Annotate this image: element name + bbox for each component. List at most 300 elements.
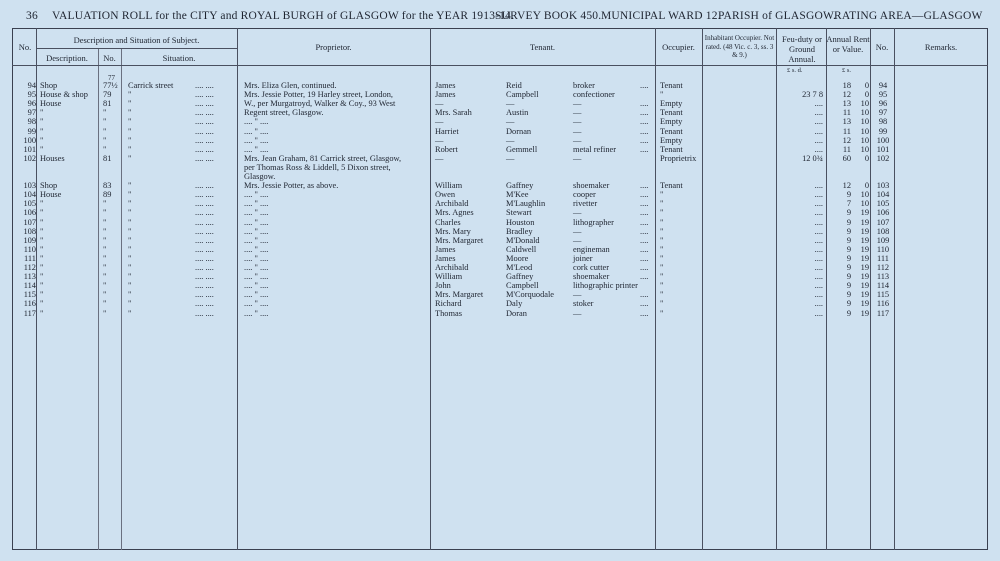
row-rent-pounds: 12 bbox=[842, 135, 851, 145]
row-occupation-dots: .... bbox=[640, 217, 649, 227]
row-subject-no: " bbox=[103, 263, 107, 272]
row-rent-pounds: 9 bbox=[846, 226, 851, 236]
row-number-right: 101 bbox=[876, 144, 890, 154]
row-feu-duty: .... bbox=[814, 99, 823, 109]
row-tenant-first: Archibald bbox=[435, 199, 469, 209]
row-occupation-dots: .... bbox=[640, 235, 649, 245]
row-occupation-dots: .... bbox=[640, 299, 649, 309]
row-proprietor: .... " .... bbox=[244, 217, 269, 227]
row-subject-no: " bbox=[103, 208, 107, 218]
row-tenant-first: James bbox=[435, 81, 456, 90]
row-number: 115 bbox=[23, 290, 36, 300]
row-occupier: Proprietrix bbox=[660, 153, 697, 163]
row-occupier: Tenant bbox=[660, 126, 683, 136]
row-subject-no: 77½ bbox=[103, 81, 118, 90]
row-description: Shop bbox=[40, 81, 58, 90]
row-rent-pounds: 9 bbox=[846, 217, 851, 227]
row-occupier: " bbox=[660, 217, 664, 227]
row-occupier: " bbox=[660, 226, 664, 236]
row-tenant-surname: Stewart bbox=[506, 208, 532, 218]
row-rent-pounds: 9 bbox=[846, 299, 851, 309]
row-tenant-first: — bbox=[435, 135, 444, 145]
row-number-right: 111 bbox=[877, 253, 889, 263]
row-number: 104 bbox=[23, 190, 36, 200]
row-feu-duty: .... bbox=[814, 272, 823, 282]
row-proprietor: .... " .... bbox=[244, 117, 269, 127]
row-tenant-occupation: engineman bbox=[573, 244, 610, 254]
row-rent-shillings: 10 bbox=[860, 117, 869, 127]
row-subject-no: 89 bbox=[103, 190, 112, 200]
row-feu-duty: .... bbox=[814, 281, 823, 291]
row-tenant-surname: Gaffney bbox=[506, 272, 534, 282]
header-no-right: No. bbox=[875, 42, 889, 52]
row-subject-no: " bbox=[103, 108, 107, 118]
row-situation-dots: .... .... bbox=[195, 263, 214, 272]
row-rent-shillings: 0 bbox=[864, 153, 869, 163]
row-number: 106 bbox=[23, 208, 36, 218]
row-tenant-surname: Gaffney bbox=[506, 181, 534, 191]
row-subject-no: " bbox=[103, 253, 107, 263]
row-proprietor: Mrs. Eliza Glen, continued. bbox=[244, 81, 337, 90]
row-occupier: Tenant bbox=[660, 144, 683, 154]
row-proprietor: .... " .... bbox=[244, 144, 269, 154]
row-occupier: " bbox=[660, 90, 664, 100]
row-tenant-occupation: lithographic printer bbox=[573, 281, 638, 291]
row-tenant-first: Mrs. Sarah bbox=[435, 108, 472, 118]
row-description: " bbox=[40, 226, 44, 236]
row-number-right: 99 bbox=[878, 126, 888, 136]
row-tenant-first: Harriet bbox=[435, 126, 459, 136]
row-occupier: Tenant bbox=[660, 81, 683, 90]
row-number-right: 98 bbox=[878, 117, 888, 127]
row-subject-no: 79 bbox=[103, 90, 112, 100]
row-rent-shillings: 19 bbox=[860, 308, 869, 318]
row-feu-duty: .... bbox=[814, 244, 823, 254]
row-situation-dots: .... .... bbox=[195, 299, 214, 309]
row-feu-duty: .... bbox=[814, 144, 823, 154]
row-proprietor: .... " .... bbox=[244, 299, 269, 309]
row-tenant-surname: Austin bbox=[506, 108, 529, 118]
header-occupier: Occupier. bbox=[662, 42, 695, 52]
row-feu-duty: .... bbox=[814, 263, 823, 272]
row-description: " bbox=[40, 290, 44, 300]
row-situation: " bbox=[128, 153, 132, 163]
header-subject-no: No. bbox=[103, 53, 116, 63]
row-number-right: 117 bbox=[876, 308, 890, 318]
row-description: " bbox=[40, 208, 44, 218]
row-number: 103 bbox=[23, 181, 36, 191]
row-feu-duty: .... bbox=[814, 108, 823, 118]
row-rent-pounds: 13 bbox=[842, 99, 851, 109]
row-rent-pounds: 9 bbox=[846, 235, 851, 245]
row-occupier: Tenant bbox=[660, 108, 683, 118]
row-number: 94 bbox=[27, 81, 36, 90]
row-number: 114 bbox=[23, 281, 36, 291]
row-rent-pounds: 9 bbox=[846, 281, 851, 291]
row-rent-shillings: 19 bbox=[860, 272, 869, 282]
row-situation: " bbox=[128, 135, 132, 145]
row-tenant-occupation: — bbox=[573, 235, 582, 245]
row-situation-dots: .... .... bbox=[195, 190, 214, 200]
row-occupation-dots: .... bbox=[640, 272, 649, 282]
row-feu-duty: .... bbox=[814, 299, 823, 309]
row-proprietor: .... " .... bbox=[244, 308, 269, 318]
row-description: " bbox=[40, 253, 44, 263]
row-situation: " bbox=[128, 272, 132, 282]
row-tenant-surname: M'Corquodale bbox=[506, 290, 555, 300]
row-proprietor: .... " .... bbox=[244, 226, 269, 236]
row-situation: " bbox=[128, 217, 132, 227]
row-occupation-dots: .... bbox=[640, 144, 649, 154]
row-rent-shillings: 0 bbox=[864, 181, 869, 191]
row-tenant-first: Archibald bbox=[435, 263, 469, 272]
row-tenant-first: James bbox=[435, 253, 456, 263]
row-rent-shillings: 0 bbox=[864, 90, 869, 100]
row-tenant-surname: M'Kee bbox=[506, 190, 529, 200]
row-number: 102 bbox=[23, 153, 36, 163]
feu-units: £ s. d. bbox=[787, 67, 803, 74]
row-rent-pounds: 7 bbox=[846, 199, 851, 209]
row-tenant-occupation: — bbox=[573, 135, 582, 145]
row-proprietor: Mrs. Jessie Potter, 19 Harley street, London, bbox=[244, 90, 393, 100]
row-subject-no: " bbox=[103, 117, 107, 127]
row-description: " bbox=[40, 308, 44, 318]
row-rent-shillings: 0 bbox=[864, 81, 869, 90]
row-subject-no: " bbox=[103, 290, 107, 300]
row-tenant-occupation: — bbox=[573, 226, 582, 236]
row-tenant-first: John bbox=[435, 281, 451, 291]
row-rent-shillings: 19 bbox=[860, 235, 869, 245]
row-occupier: " bbox=[660, 253, 664, 263]
row-occupier: " bbox=[660, 199, 664, 209]
row-rent-pounds: 9 bbox=[846, 244, 851, 254]
row-situation-dots: .... .... bbox=[195, 281, 214, 291]
row-tenant-surname: M'Laughlin bbox=[506, 199, 546, 209]
row-occupier: " bbox=[660, 235, 664, 245]
row-number-right: 95 bbox=[878, 90, 888, 100]
row-subject-no: " bbox=[103, 126, 107, 136]
row-rent-shillings: 10 bbox=[860, 99, 869, 109]
row-subject-no: " bbox=[103, 272, 107, 282]
row-tenant-occupation: metal refiner bbox=[573, 144, 617, 154]
row-occupation-dots: .... bbox=[640, 253, 649, 263]
row-occupation-dots: .... bbox=[640, 99, 649, 109]
row-proprietor: Regent street, Glasgow. bbox=[244, 108, 324, 118]
header-feu-duty: Feu-duty or Ground Annual. bbox=[782, 34, 822, 64]
row-situation: " bbox=[128, 190, 132, 200]
row-tenant-occupation: — bbox=[573, 290, 582, 300]
header-situation: Situation. bbox=[162, 53, 196, 63]
header-description-situation: Description and Situation of Subject. bbox=[73, 35, 200, 45]
row-rent-pounds: 13 bbox=[842, 117, 851, 127]
row-tenant-first: — bbox=[435, 99, 444, 109]
row-rent-shillings: 19 bbox=[860, 263, 869, 272]
header-description: Description. bbox=[46, 53, 88, 63]
row-tenant-surname: Daly bbox=[506, 299, 523, 309]
municipal-ward: MUNICIPAL WARD 12. bbox=[601, 10, 721, 22]
row-tenant-occupation: — bbox=[573, 99, 582, 109]
row-proprietor: .... " .... bbox=[244, 244, 269, 254]
row-rent-shillings: 19 bbox=[860, 244, 869, 254]
row-rent-pounds: 9 bbox=[846, 263, 851, 272]
row-occupation-dots: .... bbox=[640, 181, 649, 191]
row-rent-pounds: 60 bbox=[842, 153, 851, 163]
row-rent-shillings: 19 bbox=[860, 253, 869, 263]
row-tenant-surname: Campbell bbox=[506, 90, 539, 100]
row-number: 101 bbox=[23, 144, 36, 154]
row-subject-no: " bbox=[103, 217, 107, 227]
row-situation-dots: .... .... bbox=[195, 108, 214, 118]
row-description: Houses bbox=[40, 153, 65, 163]
row-number-right: 112 bbox=[876, 263, 890, 272]
row-tenant-occupation: cork cutter bbox=[573, 263, 610, 272]
row-subject-no: " bbox=[103, 299, 107, 309]
row-proprietor: Mrs. Jean Graham, 81 Carrick street, Glasgow, bbox=[244, 153, 402, 163]
row-proprietor: .... " .... bbox=[244, 272, 269, 282]
row-rent-pounds: 11 bbox=[842, 108, 851, 118]
row-feu-duty: .... bbox=[814, 253, 823, 263]
row-tenant-occupation: — bbox=[573, 153, 582, 163]
row-number: 98 bbox=[27, 117, 36, 127]
row-tenant-surname: Gemmell bbox=[506, 144, 538, 154]
row-tenant-first: Mrs. Mary bbox=[435, 226, 471, 236]
row-tenant-occupation: — bbox=[573, 126, 582, 136]
row-occupation-dots: .... bbox=[640, 226, 649, 236]
row-description: " bbox=[40, 272, 44, 282]
row-number: 110 bbox=[23, 244, 36, 254]
row-number: 96 bbox=[27, 99, 36, 109]
row-occupation-dots: .... bbox=[640, 108, 649, 118]
table-row bbox=[0, 309, 1000, 319]
row-number-right: 103 bbox=[876, 181, 890, 191]
row-situation-dots: .... .... bbox=[195, 235, 214, 245]
row-description: " bbox=[40, 126, 44, 136]
header-annual-rent: Annual Rent or Value. bbox=[826, 34, 870, 54]
row-number: 107 bbox=[23, 217, 36, 227]
row-occupier: " bbox=[660, 308, 664, 318]
row-proprietor: Glasgow. bbox=[244, 172, 276, 181]
row-occupier: Empty bbox=[660, 135, 683, 145]
row-number-right: 109 bbox=[876, 235, 890, 245]
row-situation: " bbox=[128, 199, 132, 209]
row-number: 100 bbox=[23, 135, 36, 145]
row-proprietor: .... " .... bbox=[244, 290, 269, 300]
row-rent-pounds: 9 bbox=[846, 272, 851, 282]
row-situation-dots: .... .... bbox=[195, 181, 214, 191]
row-tenant-surname: M'Leod bbox=[506, 263, 533, 272]
row-proprietor: .... " .... bbox=[244, 263, 269, 272]
row-proprietor: .... " .... bbox=[244, 190, 269, 200]
row-feu-duty: .... bbox=[814, 135, 823, 145]
row-situation-dots: .... .... bbox=[195, 253, 214, 263]
row-tenant-occupation: lithographer bbox=[573, 217, 614, 227]
row-number: 105 bbox=[23, 199, 36, 209]
row-situation: " bbox=[128, 244, 132, 254]
rent-units: £ s. bbox=[842, 67, 852, 74]
row-occupier: " bbox=[660, 244, 664, 254]
row-rent-pounds: 9 bbox=[846, 253, 851, 263]
row-feu-duty: .... bbox=[814, 235, 823, 245]
row-description: " bbox=[40, 281, 44, 291]
row-rent-shillings: 10 bbox=[860, 108, 869, 118]
row-subject-no: 83 bbox=[103, 181, 112, 191]
row-tenant-first: William bbox=[435, 272, 463, 282]
row-tenant-occupation: stoker bbox=[573, 299, 594, 309]
row-description: " bbox=[40, 299, 44, 309]
row-situation-dots: .... .... bbox=[195, 135, 214, 145]
row-occupier: Empty bbox=[660, 117, 683, 127]
row-situation: " bbox=[128, 290, 132, 300]
row-situation-dots: .... .... bbox=[195, 126, 214, 136]
row-tenant-surname: Reid bbox=[506, 81, 522, 90]
row-feu-duty: .... bbox=[814, 290, 823, 300]
row-situation: " bbox=[128, 108, 132, 118]
row-tenant-occupation: — bbox=[573, 117, 582, 127]
row-number-right: 94 bbox=[878, 81, 888, 90]
row-occupation-dots: .... bbox=[640, 290, 649, 300]
row-number: 108 bbox=[23, 226, 36, 236]
roll-title: VALUATION ROLL for the CITY and ROYAL BURGH of GLASGOW for the YEAR 1913-14. bbox=[52, 10, 515, 22]
row-rent-shillings: 19 bbox=[860, 226, 869, 236]
header-inhabitant-occupier: Inhabitant Occupier. Not rated. (48 Vic. c. 3, ss. 3 & 9.) bbox=[704, 34, 775, 59]
row-tenant-surname: Caldwell bbox=[506, 244, 537, 254]
row-occupier: " bbox=[660, 290, 664, 300]
row-subject-no: " bbox=[103, 308, 107, 318]
row-feu-duty: .... bbox=[814, 126, 823, 136]
row-description: House bbox=[40, 190, 62, 200]
row-tenant-occupation: broker bbox=[573, 81, 595, 90]
row-feu-duty: .... bbox=[814, 208, 823, 218]
row-description: Shop bbox=[40, 181, 58, 191]
row-tenant-occupation: confectioner bbox=[573, 90, 615, 100]
row-tenant-surname: Houston bbox=[506, 217, 535, 227]
header-proprietor: Proprietor. bbox=[315, 42, 352, 52]
row-number-right: 105 bbox=[876, 199, 890, 209]
row-tenant-surname: — bbox=[506, 117, 515, 127]
row-tenant-surname: Bradley bbox=[506, 226, 533, 236]
row-situation: " bbox=[128, 144, 132, 154]
row-situation-dots: .... .... bbox=[195, 144, 214, 154]
row-situation: " bbox=[128, 308, 132, 318]
row-occupation-dots: .... bbox=[640, 308, 649, 318]
row-description: House bbox=[40, 99, 62, 109]
row-tenant-occupation: joiner bbox=[573, 253, 593, 263]
row-occupier: " bbox=[660, 299, 664, 309]
row-subject-no: " bbox=[103, 199, 107, 209]
row-situation: " bbox=[128, 99, 132, 109]
row-rent-pounds: 9 bbox=[846, 308, 851, 318]
row-description: House & shop bbox=[40, 90, 88, 100]
row-situation: " bbox=[128, 117, 132, 127]
row-situation-dots: .... .... bbox=[195, 99, 214, 109]
row-tenant-first: Robert bbox=[435, 144, 458, 154]
row-rent-shillings: 19 bbox=[860, 281, 869, 291]
row-situation-dots: .... .... bbox=[195, 153, 214, 163]
row-description: " bbox=[40, 199, 44, 209]
row-rent-pounds: 12 bbox=[842, 181, 851, 191]
row-occupation-dots: .... bbox=[640, 81, 649, 90]
row-number-right: 96 bbox=[878, 99, 888, 109]
row-situation-dots: .... .... bbox=[195, 308, 214, 318]
row-number-right: 100 bbox=[876, 135, 890, 145]
row-tenant-first: Richard bbox=[435, 299, 462, 309]
row-rent-pounds: 9 bbox=[846, 290, 851, 300]
row-rent-shillings: 19 bbox=[860, 208, 869, 218]
row-subject-no: " bbox=[103, 281, 107, 291]
row-proprietor: .... " .... bbox=[244, 208, 269, 218]
row-occupation-dots: .... bbox=[640, 126, 649, 136]
row-proprietor: .... " .... bbox=[244, 126, 269, 136]
row-situation: Carrick street bbox=[128, 81, 174, 90]
row-feu-duty: 12 0¾ bbox=[802, 153, 823, 163]
row-rent-shillings: 10 bbox=[860, 144, 869, 154]
row-proprietor: .... " .... bbox=[244, 135, 269, 145]
row-proprietor: .... " .... bbox=[244, 199, 269, 209]
page-header bbox=[12, 10, 988, 26]
row-rent-shillings: 10 bbox=[860, 190, 869, 200]
row-rent-shillings: 10 bbox=[860, 135, 869, 145]
row-description: " bbox=[40, 263, 44, 272]
row-tenant-first: Mrs. Agnes bbox=[435, 208, 474, 218]
row-occupier: " bbox=[660, 190, 664, 200]
row-rent-pounds: 9 bbox=[846, 208, 851, 218]
row-occupier: Empty bbox=[660, 99, 683, 109]
row-rent-shillings: 10 bbox=[860, 126, 869, 136]
row-description: " bbox=[40, 244, 44, 254]
row-proprietor: Mrs. Jessie Potter, as above. bbox=[244, 181, 339, 191]
row-occupation-dots: .... bbox=[640, 190, 649, 200]
row-feu-duty: .... bbox=[814, 199, 823, 209]
row-tenant-first: Owen bbox=[435, 190, 456, 200]
row-situation-dots: .... .... bbox=[195, 290, 214, 300]
row-tenant-occupation: — bbox=[573, 308, 582, 318]
row-tenant-first: — bbox=[435, 117, 444, 127]
row-tenant-occupation: — bbox=[573, 108, 582, 118]
row-number: 97 bbox=[27, 108, 36, 118]
row-occupier: " bbox=[660, 281, 664, 291]
row-occupation-dots: .... bbox=[640, 244, 649, 254]
row-number: 111 bbox=[24, 253, 36, 263]
header-rule bbox=[12, 65, 988, 66]
row-tenant-occupation: shoemaker bbox=[573, 272, 610, 282]
row-occupier: " bbox=[660, 208, 664, 218]
row-occupation-dots: .... bbox=[640, 263, 649, 272]
row-situation-dots: .... .... bbox=[195, 117, 214, 127]
row-tenant-occupation: shoemaker bbox=[573, 181, 610, 191]
row-number: 95 bbox=[27, 90, 36, 100]
row-situation-dots: .... .... bbox=[195, 272, 214, 282]
row-rent-pounds: 11 bbox=[842, 126, 851, 136]
row-subject-no: " bbox=[103, 244, 107, 254]
row-situation: " bbox=[128, 253, 132, 263]
row-subject-no: 81 bbox=[103, 99, 112, 109]
row-situation: " bbox=[128, 281, 132, 291]
row-situation: " bbox=[128, 299, 132, 309]
rating-area: RATING AREA—GLASGOW bbox=[834, 10, 983, 22]
row-rent-pounds: 12 bbox=[842, 90, 851, 100]
row-proprietor: W., per Murgatroyd, Walker & Coy., 93 West bbox=[244, 99, 396, 109]
row-feu-duty: .... bbox=[814, 190, 823, 200]
row-occupation-dots: .... bbox=[640, 199, 649, 209]
row-situation-dots: .... .... bbox=[195, 81, 214, 90]
row-occupation-dots: .... bbox=[640, 135, 649, 145]
row-tenant-surname: Campbell bbox=[506, 281, 539, 291]
row-situation-dots: .... .... bbox=[195, 244, 214, 254]
row-situation: " bbox=[128, 126, 132, 136]
row-feu-duty: .... bbox=[814, 217, 823, 227]
row-situation-dots: .... .... bbox=[195, 90, 214, 100]
row-occupier: Tenant bbox=[660, 181, 683, 191]
